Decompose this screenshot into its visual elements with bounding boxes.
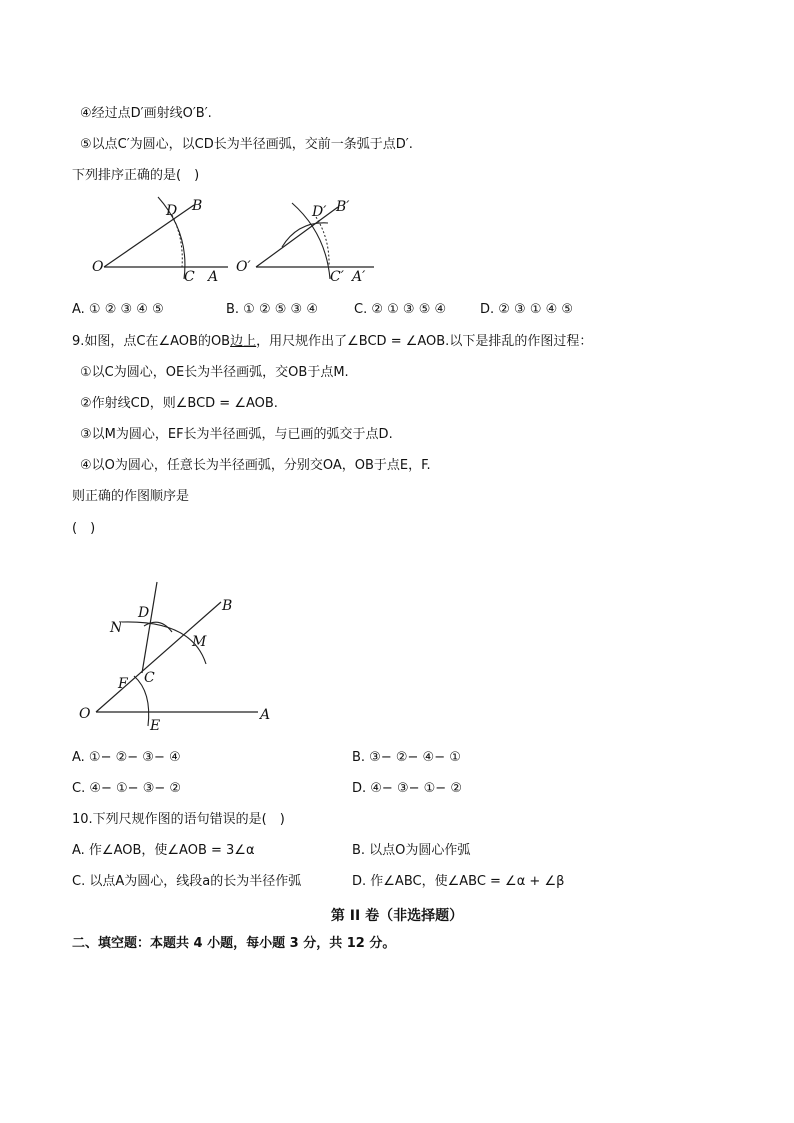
label-c: C — [144, 670, 155, 686]
label-o: O — [92, 259, 104, 275]
q9-stem — [72, 334, 592, 350]
section-2-instruction: 二、填空题：本题共 4 小题，每小题 3 分，共 12 分。 — [72, 936, 396, 951]
label-b: B — [222, 598, 233, 614]
q8-prompt: 下列排序正确的是( ) — [72, 168, 200, 183]
q8-option-c[interactable]: C. ② ① ③ ⑤ ④ — [354, 302, 447, 317]
q9-step4: ④以O为圆心，任意长为半径画弧，分别交OA，OB于点E，F. — [80, 458, 431, 473]
q9-step3: ③以M为圆心，EF长为半径画弧，与已画的弧交于点D. — [80, 427, 393, 442]
q10-stem: 10.下列尺规作图的语句错误的是( ) — [72, 812, 285, 827]
ray-cd — [142, 582, 157, 673]
ray-ob — [96, 602, 221, 712]
q9-prompt: 则正确的作图顺序是 — [72, 489, 190, 504]
q8-figure-2 — [234, 195, 374, 287]
q10-option-c[interactable]: C. 以点A为圆心，线段a的长为半径作弧 — [72, 874, 302, 889]
arc-d — [144, 622, 172, 632]
q10-option-a[interactable]: A. 作∠AOB，使∠AOB = 3∠α — [72, 843, 255, 858]
q9-stem-underline: 边上 — [230, 334, 257, 349]
q9-step2: ②作射线CD，则∠BCD = ∠AOB. — [80, 396, 278, 411]
q9-option-b[interactable]: B. ③− ②− ④− ① — [352, 750, 461, 765]
q9-stem-a: 9.如图，点C在∠AOB的OB — [72, 334, 231, 349]
section-2-title: 第 II 卷（非选择题） — [330, 908, 464, 924]
label-a-prime: A′ — [352, 269, 366, 285]
label-a: A — [208, 269, 219, 285]
q8-step4: ④经过点D′画射线O′B′. — [80, 106, 212, 121]
label-d: D — [166, 203, 178, 219]
q10-option-d[interactable]: D. 作∠ABC，使∠ABC = ∠α + ∠β — [352, 874, 565, 889]
label-c-prime: C′ — [330, 269, 344, 285]
q9-figure — [76, 580, 276, 732]
label-b-prime: B′ — [336, 199, 350, 215]
label-e: E — [150, 718, 161, 734]
label-a: A — [260, 707, 271, 723]
q8-option-a[interactable]: A. ① ② ③ ④ ⑤ — [72, 302, 164, 317]
label-b: B — [192, 198, 203, 214]
label-m: M — [192, 634, 207, 650]
label-d-prime: D′ — [312, 204, 327, 220]
q9-option-d[interactable]: D. ④− ③− ①− ② — [352, 781, 462, 796]
q8-option-d[interactable]: D. ② ③ ① ④ ⑤ — [480, 302, 574, 317]
label-f: F — [118, 676, 128, 692]
label-c: C — [184, 269, 195, 285]
q9-option-c[interactable]: C. ④− ①− ③− ② — [72, 781, 182, 796]
q8-option-b[interactable]: B. ① ② ⑤ ③ ④ — [226, 302, 318, 317]
q8-step5: ⑤以点C′为圆心，以CD长为半径画弧，交前一条弧于点D′. — [80, 137, 413, 152]
arc-dashed — [172, 215, 182, 267]
q10-option-b[interactable]: B. 以点O为圆心作弧 — [352, 843, 471, 858]
label-o-prime: O′ — [236, 259, 251, 275]
q9-step1: ①以C为圆心，OE长为半径画弧，交OB于点M. — [80, 365, 349, 380]
label-d: D — [138, 605, 150, 621]
q9-paren: ( ) — [72, 521, 96, 536]
q9-option-a[interactable]: A. ①− ②− ③− ④ — [72, 750, 181, 765]
label-n: N — [110, 620, 123, 636]
q8-figure-1 — [88, 195, 228, 287]
q9-stem-b: ，用尺规作出了∠BCD = ∠AOB.以下是排乱的作图过程： — [256, 334, 593, 349]
label-o: O — [79, 706, 91, 722]
